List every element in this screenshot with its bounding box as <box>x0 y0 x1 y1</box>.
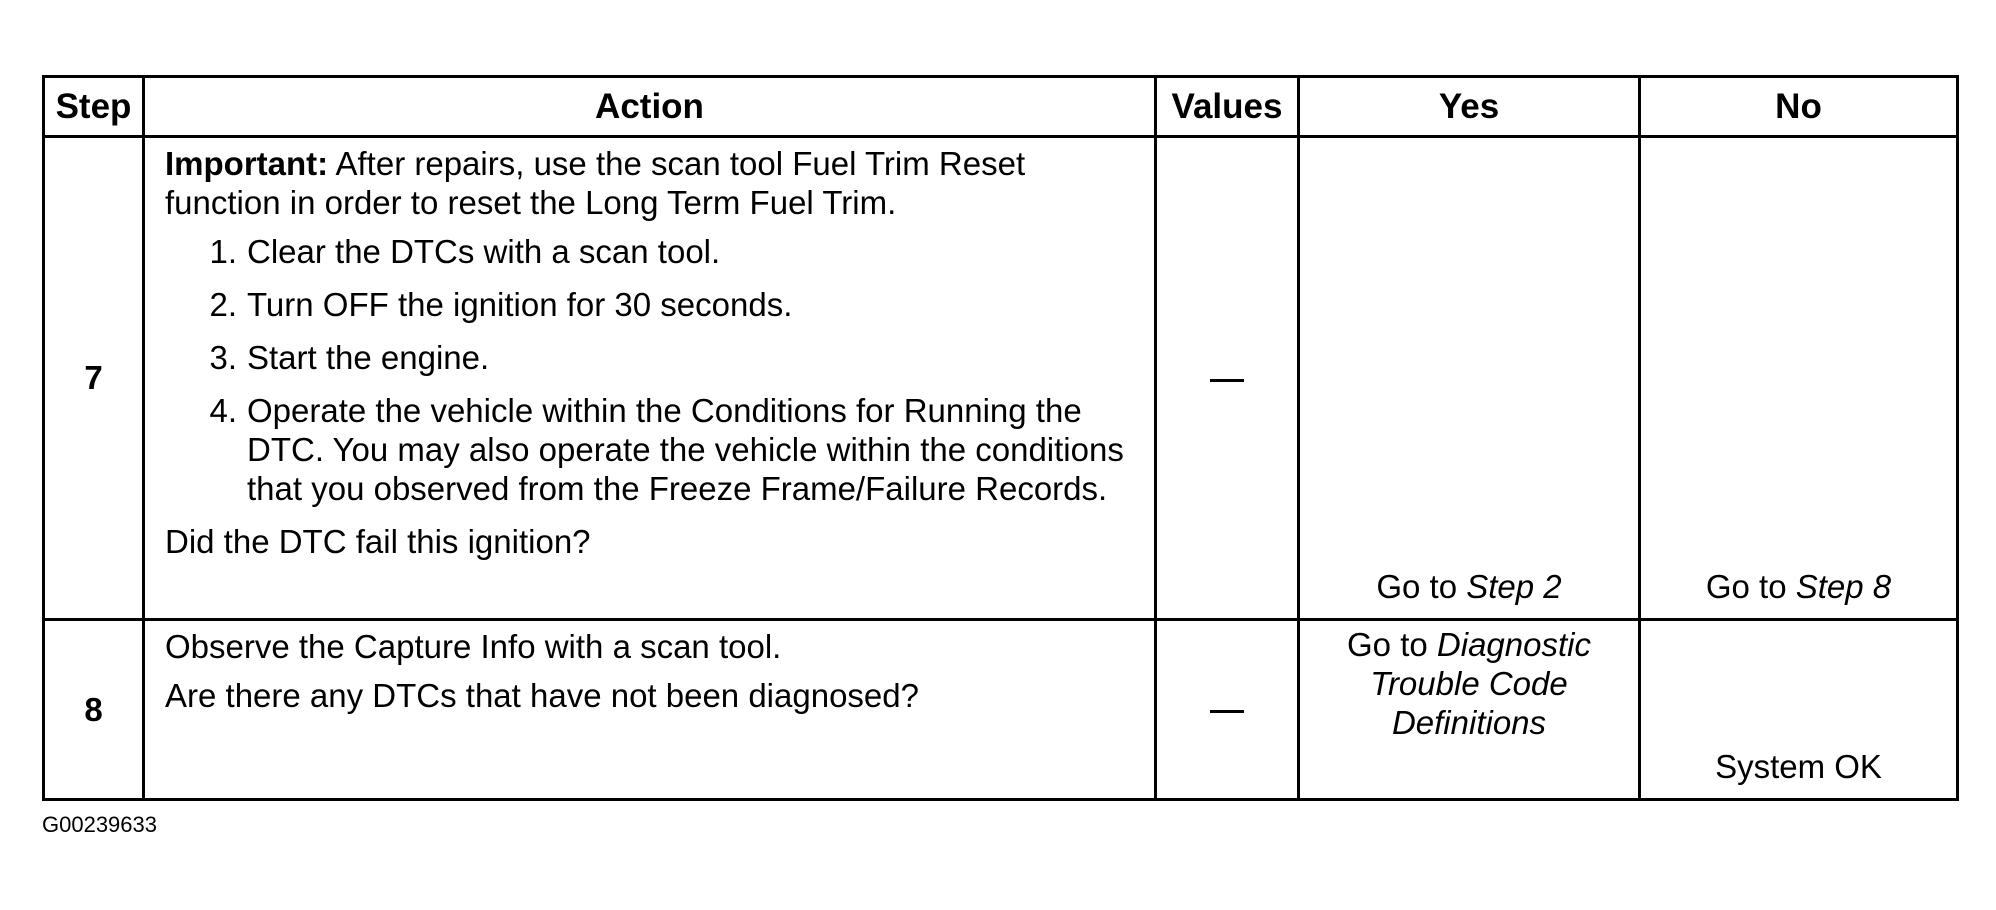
list-item-number: 2. <box>209 286 237 323</box>
list-item-number: 1. <box>209 233 237 270</box>
list-item-number: 4. <box>209 392 237 429</box>
list-item-number: 3. <box>209 339 237 376</box>
yes-prefix: Go to <box>1347 626 1437 663</box>
figure-id: G00239633 <box>42 812 157 837</box>
yes-dtc-definitions-link[interactable]: Diagnostic Trouble Code Definitions <box>1370 626 1591 741</box>
list-item-text: Turn OFF the ignition for 30 seconds. <box>247 286 793 323</box>
list-item <box>165 391 1134 508</box>
important-label: Important: <box>165 145 329 182</box>
action-cell <box>144 620 1156 800</box>
header-no: No <box>1640 77 1958 137</box>
no-cell <box>1640 137 1958 620</box>
action-cell <box>144 137 1156 620</box>
values-cell <box>1156 137 1299 620</box>
list-item-text: Clear the DTCs with a scan tool. <box>247 233 721 270</box>
diagnostic-table <box>42 75 1959 801</box>
action-line: Observe the Capture Info with a scan tool. <box>165 628 782 665</box>
important-text: After repairs, use the scan tool Fuel Trim Reset function in order to reset the Long Term Fuel Trim. <box>165 145 1026 221</box>
no-prefix: Go to <box>1705 568 1796 605</box>
header-step: Step <box>44 77 144 137</box>
step-number-cell: 7 <box>44 137 144 620</box>
header-yes: Yes <box>1299 77 1640 137</box>
values-dash <box>1210 710 1244 713</box>
header-action: Action <box>144 77 1156 137</box>
values-dash <box>1210 379 1244 382</box>
action-question: Did the DTC fail this ignition? <box>165 523 591 560</box>
header-row <box>44 77 1958 137</box>
step-number-cell: 8 <box>44 620 144 800</box>
table-row-step-8 <box>44 620 1958 800</box>
list-item-text: Start the engine. <box>247 339 490 376</box>
list-item <box>165 232 1134 271</box>
list-item <box>165 338 1134 377</box>
no-step-link[interactable]: Step 8 <box>1795 568 1892 605</box>
list-item <box>165 285 1134 324</box>
table-row-step-7 <box>44 137 1958 620</box>
yes-prefix: Go to <box>1376 568 1467 605</box>
yes-step-link[interactable]: Step 2 <box>1466 568 1562 605</box>
yes-cell <box>1299 137 1640 620</box>
no-cell: System OK <box>1640 620 1958 800</box>
important-note <box>165 144 1134 222</box>
yes-cell <box>1299 620 1640 800</box>
action-steps-list <box>165 232 1134 508</box>
action-question: Are there any DTCs that have not been diagnosed? <box>165 677 919 714</box>
header-values: Values <box>1156 77 1299 137</box>
list-item-text: Operate the vehicle within the Conditions for Running the DTC. You may also operate the vehicle within the conditions that you observed from the Freeze Frame/Failure Records. <box>247 392 1124 507</box>
values-cell <box>1156 620 1299 800</box>
